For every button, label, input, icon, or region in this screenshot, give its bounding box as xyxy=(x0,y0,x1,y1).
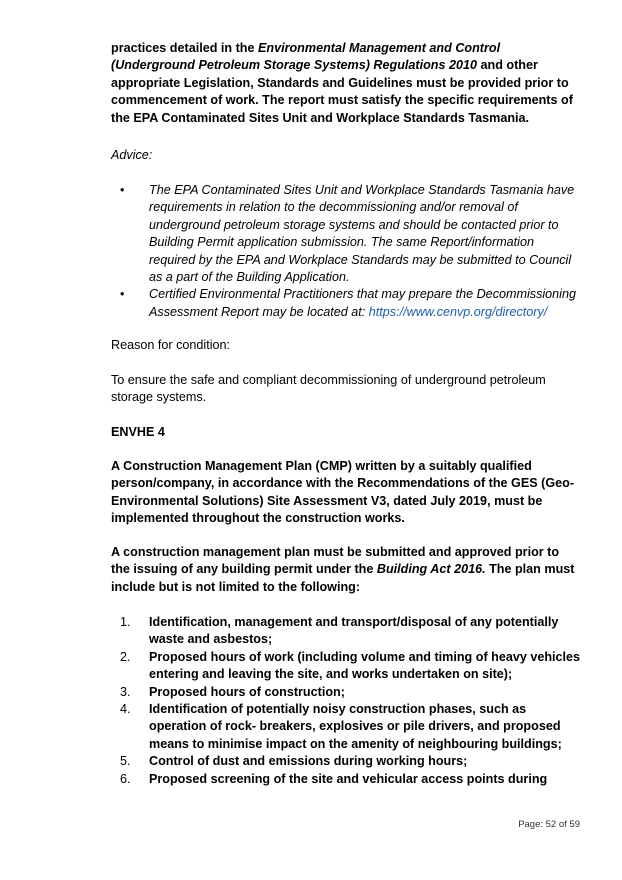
list-item: 5. Control of dust and emissions during working hours; xyxy=(120,754,468,769)
act-title: Building Act 2016. xyxy=(376,562,486,577)
advice-item: • Certified Environmental Practitioners that may prepare the Decommissioning Assessment Report may be located at: https://www.cenvp.org/directory/ xyxy=(120,287,576,319)
advice-item: • The EPA Contaminated Sites Unit and Workplace Standards Tasmania have requirements in relation to the decommissioning and/or removal of underground petroleum storage systems and should be contacted prior to Building Permit application submission. The same Report/information required by the EPA and Workplace Standards may be submitted to Council as a part of the Building Application. xyxy=(120,183,575,285)
advice-list xyxy=(111,182,581,321)
advice-label: Advice: xyxy=(111,148,153,162)
list-item: 2. Proposed hours of work (including volume and timing of heavy vehicles entering and leaving the site, and works undertaken on site); xyxy=(120,649,581,682)
bullet-icon: • xyxy=(120,183,125,197)
cenvp-directory-link[interactable]: https://www.cenvp.org/directory/ xyxy=(368,304,548,319)
list-item: 1. Identification, management and transport/disposal of any potentially waste and asbestos; xyxy=(120,615,559,647)
cmp-paragraph: A Construction Management Plan (CMP) written by a suitably qualified person/company, in accordance with the Recommendations of the GES (Geo-Environmental Solutions) Site Assessment V3, dated July 2019, must be implemented throughout the construction works. xyxy=(111,459,575,526)
list-item: 4. Identification of potentially noisy construction phases, such as operation of rock- breakers, explosives or pile drivers, and proposed means to minimise impact on the amenity of neighbouring buildings; xyxy=(120,702,562,751)
page-number: Page: 52 of 59 xyxy=(518,819,580,830)
intro-text-start: practices detailed in the xyxy=(111,41,258,55)
list-item: 6. Proposed screening of the site and vehicular access points during xyxy=(120,771,548,786)
regulation-title: Environmental Management and Control (Underground Petroleum Storage Systems) Regulations 2010 xyxy=(111,41,501,73)
list-item: 3. Proposed hours of construction; xyxy=(120,684,345,699)
bullet-icon: • xyxy=(120,287,125,302)
intro-text-end: and other appropriate Legislation, Standards and Guidelines must be provided prior to commencement of work. The report must satisfy the specific requirements of the EPA Contaminated Sites Unit and Workplace Standards Tasmania. xyxy=(111,58,573,125)
intro-paragraph xyxy=(111,40,581,127)
reason-label: Reason for condition: xyxy=(111,338,231,352)
condition-heading: ENVHE 4 xyxy=(111,425,165,439)
plan-requirements-list xyxy=(111,614,581,788)
reason-text: To ensure the safe and compliant decommissioning of underground petroleum storage systems. xyxy=(111,373,546,405)
cmp-submission-paragraph: A construction management plan must be submitted and approved prior to the issuing of any building permit under the Building Act 2016. The plan must include but is not limited to the following: xyxy=(111,545,575,594)
